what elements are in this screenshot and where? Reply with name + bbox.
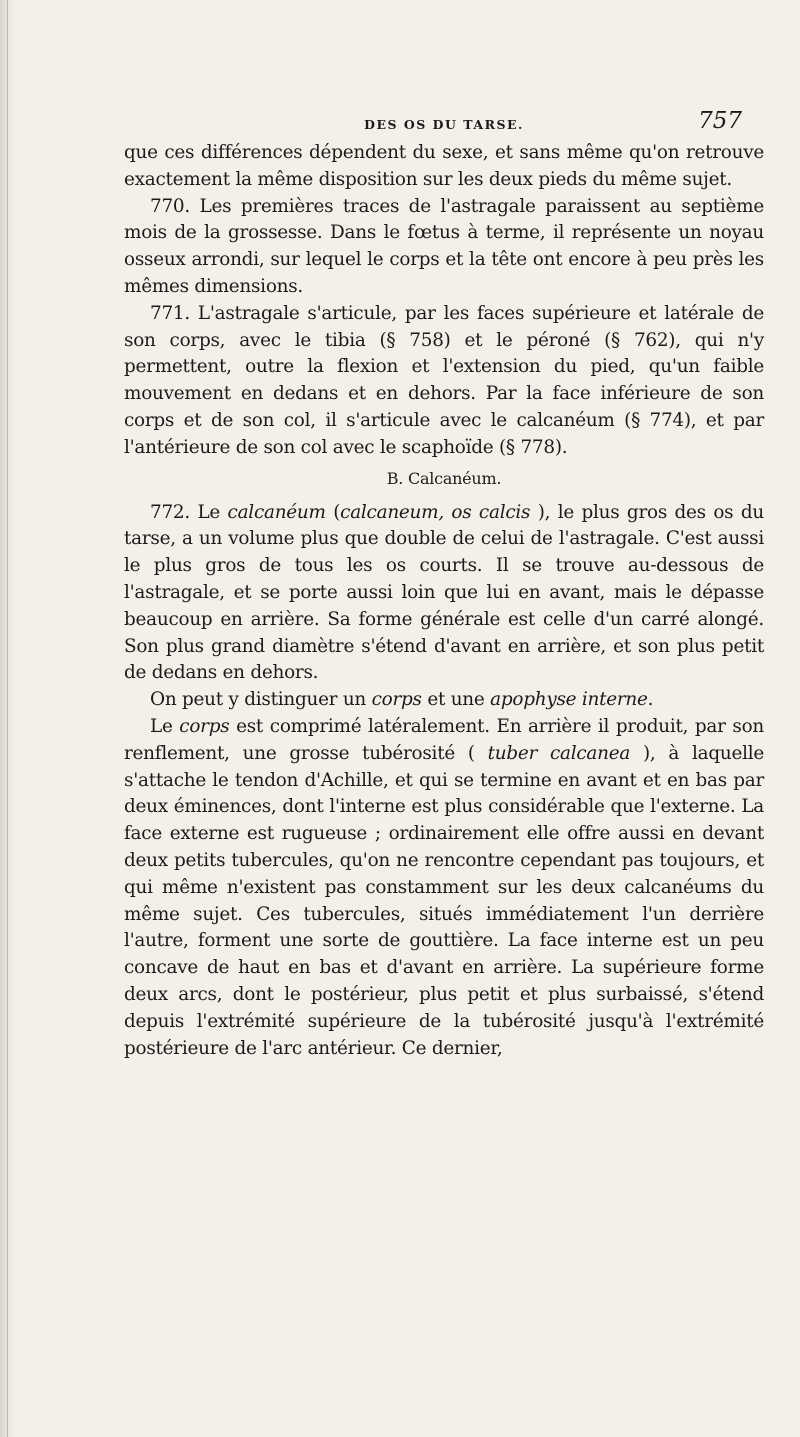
latin-tuber-calcanea: tuber calcanea [487,742,631,764]
paragraph-772 [124,500,764,688]
paragraph-772-open: ( [325,501,341,523]
paragraph-770: 770. Les premières traces de l'astragale paraissent au septième mois de la grossesse. Dans le fœtus à terme, il représente un noyau osseux arrondi, sur lequel le corps et la tête ont encore à peu près les mêmes dimensions. [124,195,764,297]
page-text [124,140,764,1062]
running-head [124,108,764,136]
paragraph-continued: que ces différences dépendent du sexe, et sans même qu'on retrouve exactement la même disposition sur les deux pieds du même sujet. [124,142,764,190]
page-number: 757 [698,108,742,134]
latin-calcaneum: calcaneum, os calcis [340,501,531,523]
term-corps: corps [371,689,422,711]
running-title: DES OS DU TARSE. [364,117,524,132]
paragraph-corps-rest: ), à laquelle s'attache le tendon d'Achille, et qui se termine en avant et en bas par deux éminences, dont l'interne est plus considérable que l'externe. La face externe est rugueuse ; ordinairement elle offre aussi en devant deux petits tubercules, qu'on ne rencontre cependant pas toujours, et qui même n'existent pas constamment sur les deux calcanéums du même sujet. Ces tubercules, situés immédiatement l'un derrière l'autre, forment une sorte de gouttière. La face interne est un peu concave de haut en bas et d'avant en arrière. La supérieure forme deux arcs, dont le postérieur, plus petit et plus surbaissé, s'étend depuis l'extrémité supérieure de la tubérosité jusqu'à l'extrémité postérieure de l'arc antérieur. Ce dernier, [124,742,764,1059]
paragraph-corps [124,714,764,1062]
book-page [124,108,764,1062]
term-apophyse-interne: apophyse interne [490,689,648,711]
term-calcaneum: calcanéum [227,501,326,523]
paragraph-parts-lead: On peut y distinguer un [150,689,372,711]
paragraph-771: 771. L'astragale s'articule, par les faces supérieure et latérale de son corps, avec le tibia (§ 758) et le péroné (§ 762), qui n'y permettent, outre la flexion et l'extension du pied, qu'un faible mouvement en dedans et en dehors. Par la face inférieure de son corps et de son col, il s'articule avec le calcanéum (§ 774), et par l'antérieure de son col avec le scaphoïde (§ 778). [124,302,764,458]
paragraph-parts-end: . [647,689,654,711]
paragraph-772-lead: 772. Le [150,501,228,523]
paragraph-corps-lead: Le [150,715,180,737]
paragraph-parts-mid: et une [421,689,491,711]
term-corps-2: corps [179,715,230,737]
paragraph-772-rest: ), le plus gros des os du tarse, a un volume plus que double de celui de l'astragale. C'est aussi le plus gros de tous les os courts. Il se trouve au-dessous de l'astragale, et se porte aussi loin que lui en avant, mais le dépasse beaucoup en arrière. Sa forme générale est celle d'un carré alongé. Son plus grand diamètre s'étend d'avant en arrière, et son plus petit de dedans en dehors. [124,501,764,684]
section-heading: B. Calcanéum. [386,468,502,488]
paragraph-parts [124,687,764,714]
paragraph-corps-mid: est comprimé latéralement. En arrière il produit, par son renflement, une grosse tubérosité ( [124,715,764,764]
binding-edge-line [7,0,8,1437]
